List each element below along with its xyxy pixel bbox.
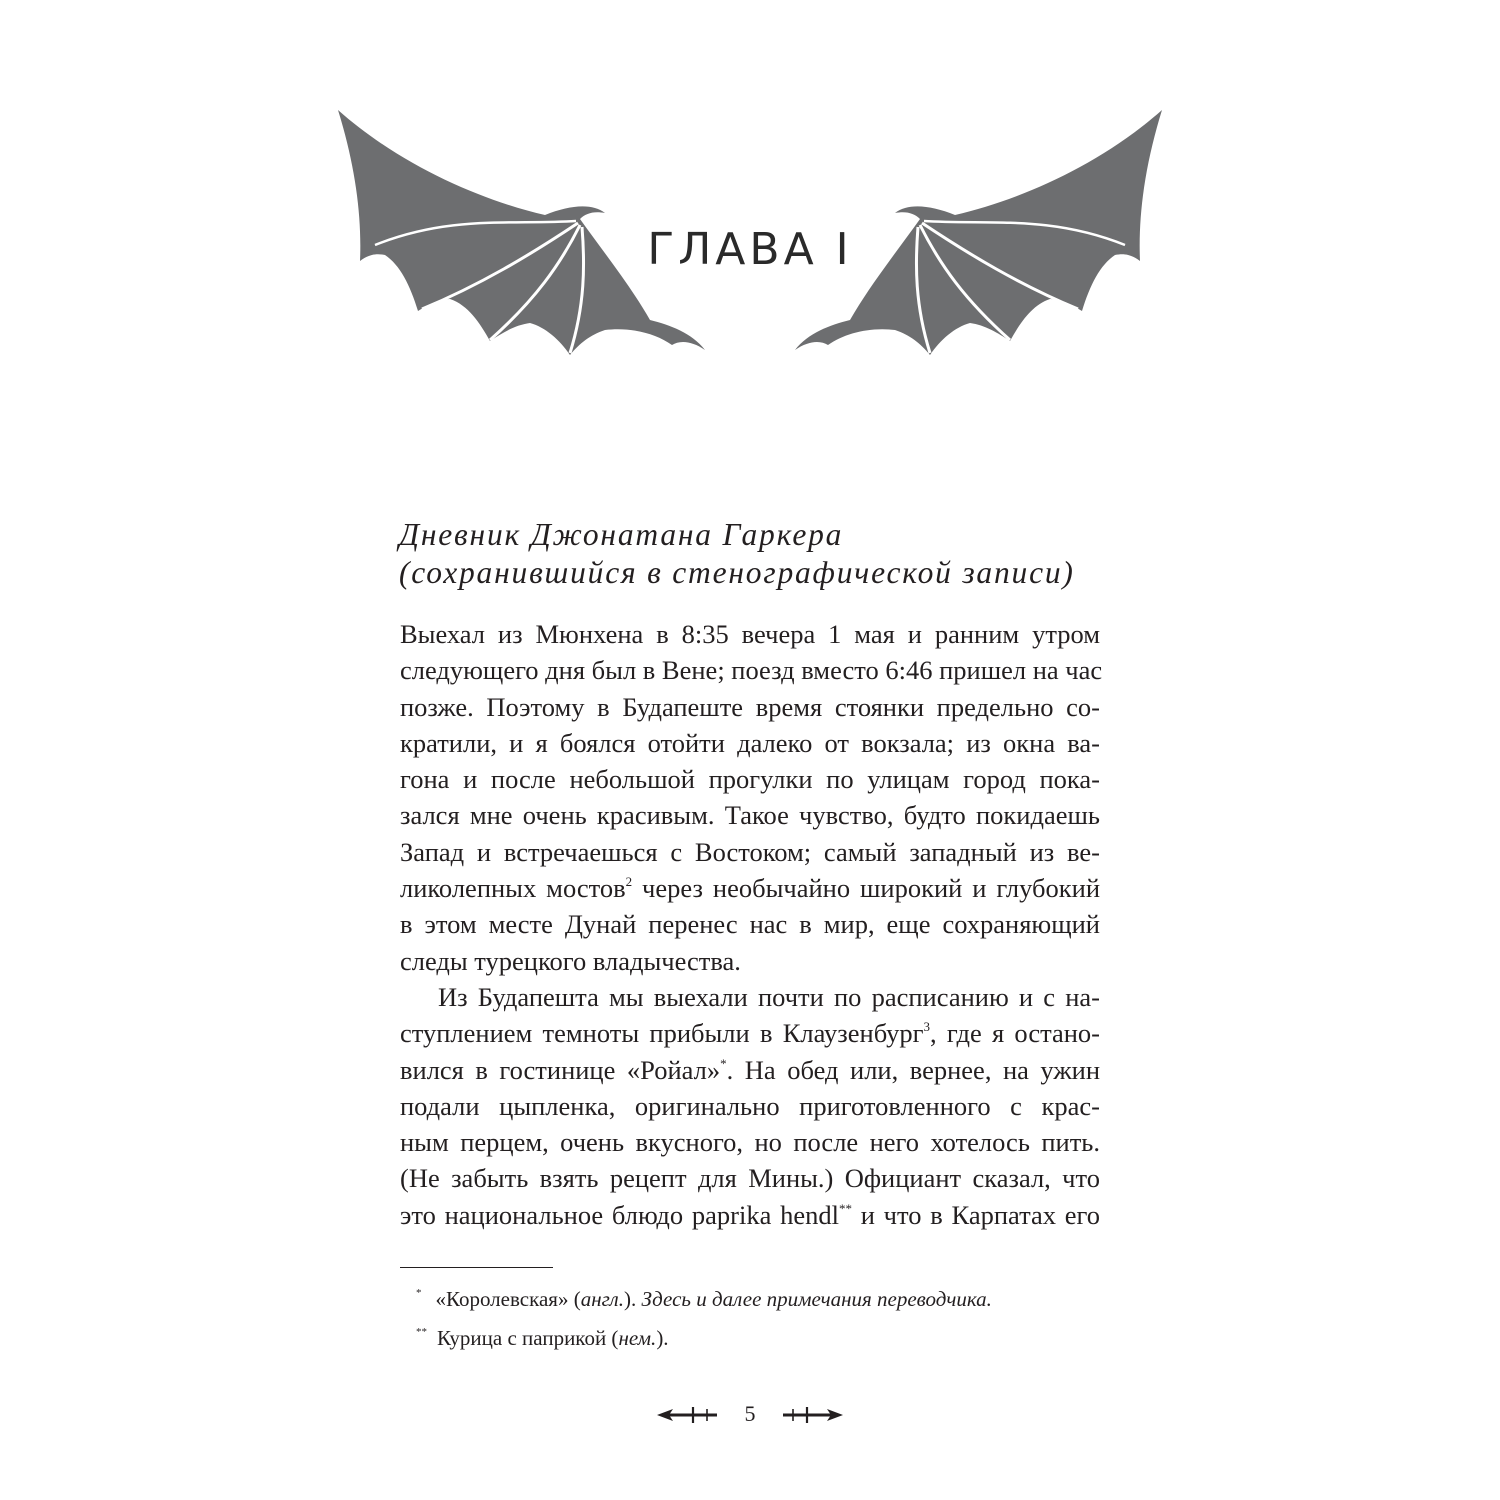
footnote-ref: * — [720, 1055, 727, 1071]
footnote: * «Королевская» (англ.). Здесь и далее примечания переводчика. — [416, 1287, 992, 1311]
text-line: вился в гостинице «Ройал»*. На обед или, вернее, на ужин — [400, 1054, 1101, 1085]
heading-line: (сохранившийся в стенографической записи) — [399, 555, 1075, 590]
footnote-ref: ** — [839, 1200, 852, 1216]
text-line: Из Будапешта мы выехали почти по расписанию и с на- — [438, 981, 1100, 1012]
body-text — [400, 616, 1103, 1233]
text-line: гона и после небольшой прогулки по улицам город пока- — [400, 764, 1100, 795]
text-line: ным перцем, очень вкусного, но после него хотелось пить. — [400, 1127, 1100, 1158]
footnote-ref: 3 — [923, 1019, 931, 1035]
text-line: кратили, и я боялся отойти далеко от вокзала; из окна ва- — [400, 727, 1100, 758]
paragraph — [400, 616, 1103, 979]
text-line: позже. Поэтому в Будапеште время стоянки предельно со- — [400, 691, 1100, 722]
page-number: 5 — [744, 1401, 756, 1426]
footnote-mark: ** — [416, 1326, 427, 1338]
text-line: следы турецкого владычества. — [400, 945, 741, 976]
text-line: зался мне очень красивым. Такое чувство, будто покидаешь — [400, 800, 1100, 831]
paragraph — [400, 979, 1100, 1233]
entry-heading — [399, 516, 1119, 592]
text-line: Выехал из Мюнхена в 8:35 вечера 1 мая и ранним утром — [400, 619, 1100, 649]
text-line: (Не забыть взять рецепт для Мины.) Официант сказал, что — [400, 1163, 1100, 1194]
text-line: ступлением темноты прибыли в Клаузенбург$^3$, где я остано- — [400, 1018, 1101, 1049]
text-line: Запад и встречаешься с Востоком; самый западный из ве- — [400, 836, 1100, 867]
chapter-title: ГЛАВА I — [647, 224, 853, 275]
text-line: ликолепных мостов$^2$ через необычайно широкий и глубокий — [400, 873, 1101, 904]
text-line: в этом месте Дунай перенес нас в мир, еще сохраняющий — [400, 909, 1100, 940]
text-line: следующего дня был в Вене; поезд вместо 6:46 пришел на час — [400, 655, 1103, 686]
text-line: подали цыпленка, оригинально приготовленного с крас- — [400, 1090, 1100, 1121]
heading-line: Дневник Джонатана Гаркера — [399, 517, 844, 552]
footnote-mark: * — [416, 1287, 422, 1299]
text-line: это национальное блюдо paprika hendl** и что в Карпатах его — [400, 1199, 1100, 1230]
footnote: ** Курица с паприкой (нем.). — [416, 1326, 669, 1350]
footnote-divider — [400, 1267, 553, 1268]
footnote-ref: 2 — [625, 874, 633, 890]
